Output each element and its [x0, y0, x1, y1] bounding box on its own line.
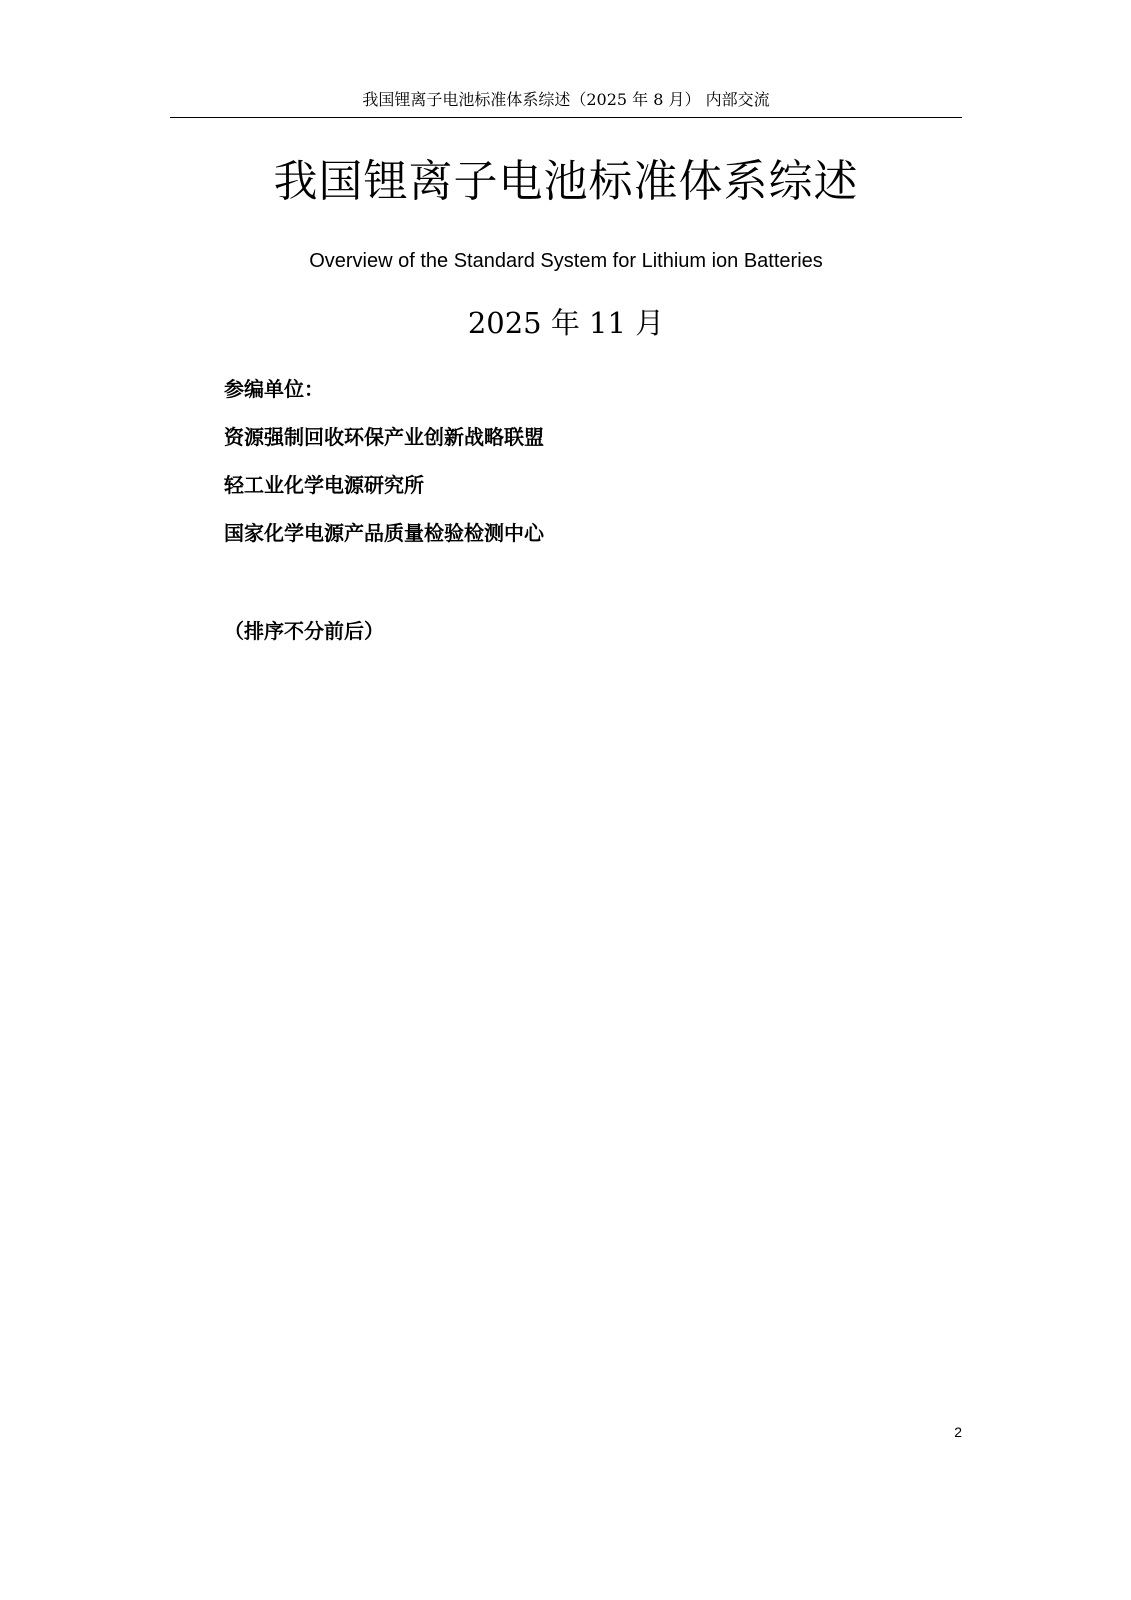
organization-item: 轻工业化学电源研究所: [224, 473, 424, 497]
contributors-label: 参编单位：: [224, 377, 324, 401]
organization-item: 国家化学电源产品质量检验检测中心: [224, 521, 544, 545]
organization-item: 资源强制回收环保产业创新战略联盟: [224, 425, 544, 449]
document-english-title: Overview of the Standard System for Lithium ion Batteries: [309, 250, 823, 272]
running-header: 我国锂离子电池标准体系综述（2025 年 8 月） 内部交流: [362, 90, 770, 109]
contributors-section: [224, 375, 924, 567]
page-number: 2: [954, 1424, 962, 1440]
document-title: 我国锂离子电池标准体系综述: [273, 156, 859, 207]
document-date: 2025 年 11 月: [467, 306, 665, 340]
ordering-note: （排序不分前后）: [224, 619, 384, 643]
header-divider: [170, 117, 962, 118]
